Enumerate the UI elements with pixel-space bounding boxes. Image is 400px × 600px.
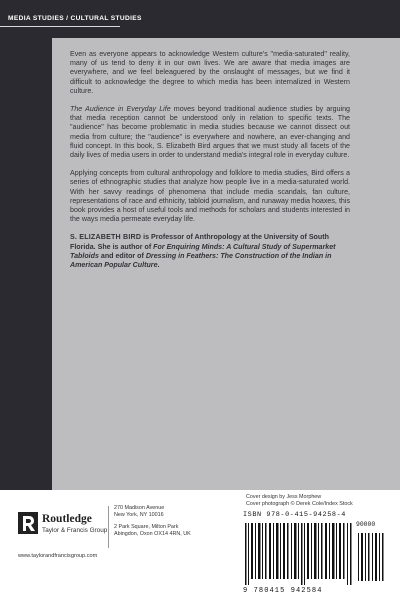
- cover-credits: [246, 494, 396, 508]
- paragraph-2: [70, 105, 350, 160]
- author-book-1: For Enquiring Minds: A Cultural Study of Supermarket Tabloids: [70, 242, 336, 260]
- address-uk-line1: 2 Park Square, Milton Park: [114, 524, 179, 531]
- author-bio-end: .: [157, 261, 160, 270]
- author-bio-2: and editor of: [98, 251, 146, 260]
- description-text: [70, 50, 350, 270]
- author-bio-1: is Professor of Anthropology at the University of South Florida. She is author of: [70, 233, 329, 251]
- left-dark-strip: [0, 38, 52, 490]
- routledge-logo: [18, 508, 108, 548]
- publisher-name: Routledge: [42, 513, 92, 525]
- author-name: S. ELIZABETH BIRD: [70, 233, 142, 242]
- series-label: MEDIA STUDIES / CULTURAL STUDIES: [8, 15, 142, 22]
- design-credit: Cover design by Jess Morphew: [246, 494, 322, 500]
- author-block: [70, 233, 350, 270]
- routledge-r-icon: [18, 512, 38, 534]
- publisher-addresses: [114, 505, 234, 538]
- barcode-number: 9 780415 942584: [243, 587, 323, 595]
- photo-credit: Cover photograph © Derek Cole/Index Stock: [246, 501, 353, 507]
- barcode-icon: [243, 521, 388, 587]
- bottom-section: [0, 490, 400, 600]
- price-code: 90000: [356, 521, 376, 528]
- paragraph-2-text: moves beyond traditional audience studies by arguing that media reception cannot be understood only in relation to specific texts. The "audience" has become problematic in media studies because we cannot dissect out media from culture; the "audience" is everywhere and nowhere, an ever-changing and fluid concept. In this book, S. Elizabeth Bird argues that we must study all facets of the daily lives of media users in order to understand media's integral role in everyday culture.: [70, 105, 350, 160]
- address-ny-line1: 270 Madison Avenue: [114, 505, 165, 511]
- book-title: The Audience in Everyday Life: [70, 105, 171, 114]
- header-band: [0, 0, 400, 38]
- header-divider: [0, 26, 120, 27]
- author-book-2: Dressing in Feathers: The Construction of the Indian in American Popular Culture: [70, 251, 332, 270]
- paragraph-1: Even as everyone appears to acknowledge Western culture's "media-saturated" reality, many of us tend to deny it in our own lives. We are aware that media images are everywhere, and we feel beleaguered by the onslaught of messages, but we find it difficult to acknowledge the degree to which media has been internalized in Western culture.: [70, 50, 350, 95]
- publisher-group: Taylor & Francis Group: [42, 527, 108, 534]
- isbn-label: ISBN 978-0-415-94258-4: [243, 511, 346, 519]
- address-uk-line2: Abingdon, Oxon OX14 4RN, UK: [114, 531, 191, 538]
- publisher-website: www.taylorandfrancisgroup.com: [18, 553, 98, 559]
- logo-divider: [108, 506, 109, 548]
- address-ny-line2: New York, NY 10016: [114, 512, 164, 519]
- paragraph-3: Applying concepts from cultural anthropology and folklore to media studies, Bird offers a series of ethnographic studies that analyze how people live in a media-saturated world. With her savvy readings of phenomena that include media scandals, fan culture, representations of race and ethnicity, tabloid journalism, and runaway media hoaxes, this book provides a host of useful tools and methods for scholars and students interested in the ways media permeate everyday life.: [70, 169, 350, 224]
